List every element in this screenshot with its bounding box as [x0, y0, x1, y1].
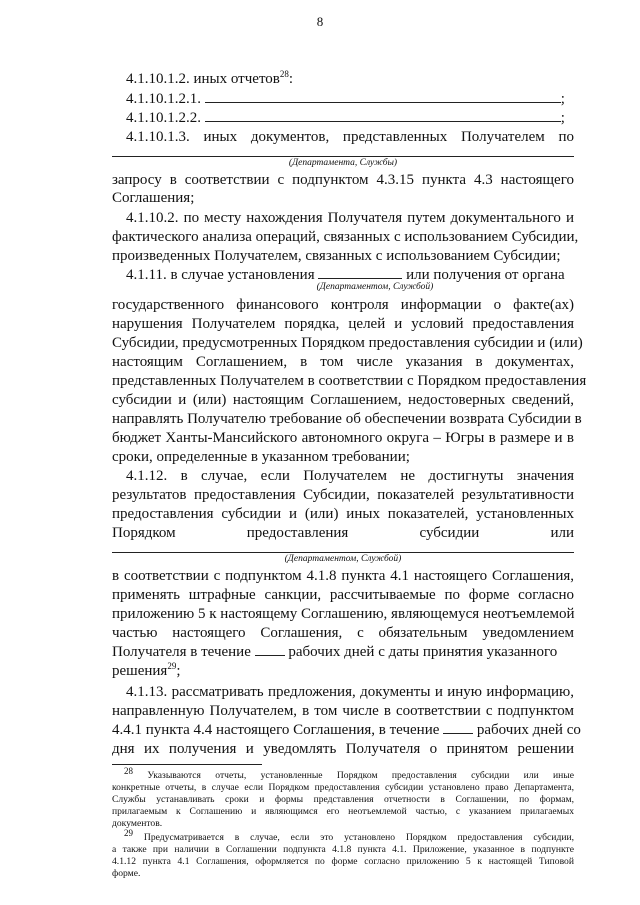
- item-4-1-10-1-2-2: [126, 109, 574, 127]
- page-number: 8: [316, 14, 324, 29]
- footnote-separator: [112, 764, 262, 765]
- semicolon: ;: [176, 663, 181, 679]
- body-line: нарушения Получателем порядка, целей и условий предоставления: [112, 316, 574, 332]
- footnote-text: документов.: [112, 818, 163, 829]
- fill-blank-line: [318, 266, 402, 279]
- footnote-text: конкретные отчеты, в случае если Порядком предоставления субсидии установлено право Департамента,: [112, 782, 574, 793]
- body-line: Порядком предоставления субсидии или: [112, 525, 574, 541]
- footnote-mark-29: 29: [124, 827, 133, 838]
- body-text: рабочих дней с даты принятия указанного: [288, 644, 558, 660]
- item-number: 4.1.10.1.2.2.: [126, 110, 201, 126]
- fill-blank-line: [255, 643, 285, 656]
- body-line: частью настоящего Соглашения, с обязательным уведомлением: [112, 625, 574, 641]
- caption-dept-service: (Департамента, Службы): [288, 158, 398, 168]
- footnote-text: Указываются отчеты, установленные Порядком предоставления субсидии или иные: [147, 770, 574, 781]
- footnote-text: Службы устанавливать сроки и формы представления отчетности в Соглашении, по формам,: [112, 794, 574, 805]
- body-line: 4.1.13. рассматривать предложения, документы и иную информацию,: [126, 684, 574, 700]
- colon: :: [288, 71, 294, 87]
- body-line: представленных Получателем в соответствии с Порядком предоставления: [112, 373, 587, 389]
- body-line-with-blank: [112, 721, 581, 739]
- body-line: направленную Получателем, в том числе в соответствии с подпунктом: [112, 703, 574, 719]
- body-line: Субсидии, предусмотренных Порядком предоставления субсидии и (или): [112, 335, 583, 351]
- footnote-28-line: [124, 765, 574, 782]
- body-text: или получения от органа: [406, 267, 565, 283]
- caption-by-dept: (Департаментом, Службой): [284, 554, 402, 564]
- item-4-1-10-1-3: 4.1.10.1.3. иных документов, представленных Получателем по: [126, 129, 574, 145]
- body-line: направлять Получателю требование об обеспечении возврата Субсидии в: [112, 411, 582, 427]
- footnote-text: 4.1.12 пункта 4.1 Соглашения, оформляется по форме согласно приложению 5 к настоящей Типовой: [112, 856, 574, 867]
- item-number: 4.1.10.1.2.: [126, 71, 190, 87]
- body-line: Соглашения;: [112, 190, 195, 206]
- footnote-text: прилагаемым к Соглашению и являющимся его неотъемлемой частью, с указанием прилагаемых: [112, 806, 574, 817]
- body-line: результатов предоставления Субсидии, показателей результативности: [112, 487, 574, 503]
- item-4-1-10-1-2: [126, 70, 574, 88]
- body-line: 4.1.12. в случае, если Получателем не достигнуты значения: [126, 468, 574, 484]
- semicolon: ;: [560, 110, 565, 126]
- body-text: рабочих дней со: [476, 722, 581, 738]
- body-line: [112, 662, 574, 680]
- semicolon: ;: [560, 91, 565, 107]
- body-line-with-blank: [112, 643, 574, 661]
- body-line: фактического анализа операций, связанных с использованием Субсидии,: [112, 229, 579, 245]
- body-line: настоящим Соглашением, в том числе указания в документах,: [112, 354, 574, 370]
- body-line: применять штрафные санкции, рассчитываемые по форме согласно: [112, 587, 574, 603]
- footnote-text: Предусматривается в случае, если это установлено Порядком предоставления субсидии,: [143, 832, 574, 843]
- item-text: иных отчетов: [193, 71, 280, 87]
- body-line: сроки, определенные в указанном требовании;: [112, 449, 410, 465]
- fill-blank-line: [112, 552, 574, 553]
- body-text: решения: [112, 663, 168, 679]
- body-line: бюджет Ханты-Мансийского автономного округа – Югры в размере и в: [112, 430, 574, 446]
- body-text: 4.4.1 пункта 4.4 настоящего Соглашения, в течение: [112, 722, 440, 738]
- body-line: государственного финансового контроля информации о факте(ах): [112, 297, 574, 313]
- item-number: 4.1.10.1.2.1.: [126, 91, 201, 107]
- fill-blank-line: [443, 721, 473, 734]
- footnote-ref-29: 29: [167, 661, 177, 671]
- footnote-ref-28: 28: [279, 69, 289, 79]
- body-line: запросу в соответствии с подпунктом 4.3.15 пункта 4.3 настоящего: [112, 172, 574, 188]
- fill-blank-line: [205, 109, 561, 122]
- footnote-text: а также при наличии в Соглашении подпункта 4.1.8 пункта 4.1. Приложение, указанное в подпункте: [112, 844, 574, 855]
- body-text: 4.1.11. в случае установления: [126, 267, 315, 283]
- body-line: произведенных Получателем, связанных с использованием Субсидии;: [112, 248, 561, 264]
- footnote-mark-28: 28: [124, 765, 133, 776]
- fill-blank-line: [112, 156, 574, 157]
- body-line: дня их получения и уведомлять Получателя о принятом решении: [112, 741, 574, 757]
- body-line: приложению 5 к настоящему Соглашению, являющемуся неотъемлемой: [112, 606, 575, 622]
- body-line: в соответствии с подпунктом 4.1.8 пункта 4.1 настоящего Соглашения,: [112, 568, 574, 584]
- item-4-1-10-1-2-1: [126, 90, 574, 108]
- body-line: предоставления субсидии и (или) иных показателей, установленных: [112, 506, 574, 522]
- body-text: Получателя в течение: [112, 644, 251, 660]
- body-line: 4.1.10.2. по месту нахождения Получателя путем документального и: [126, 210, 574, 226]
- caption-by-dept: (Департаментом, Службой): [316, 282, 434, 292]
- footnote-text: форме.: [112, 868, 141, 879]
- footnote-29-line: [124, 827, 574, 844]
- fill-blank-line: [205, 90, 561, 103]
- body-line: субсидии и (или) настоящим Соглашением, недостоверных сведений,: [112, 392, 574, 408]
